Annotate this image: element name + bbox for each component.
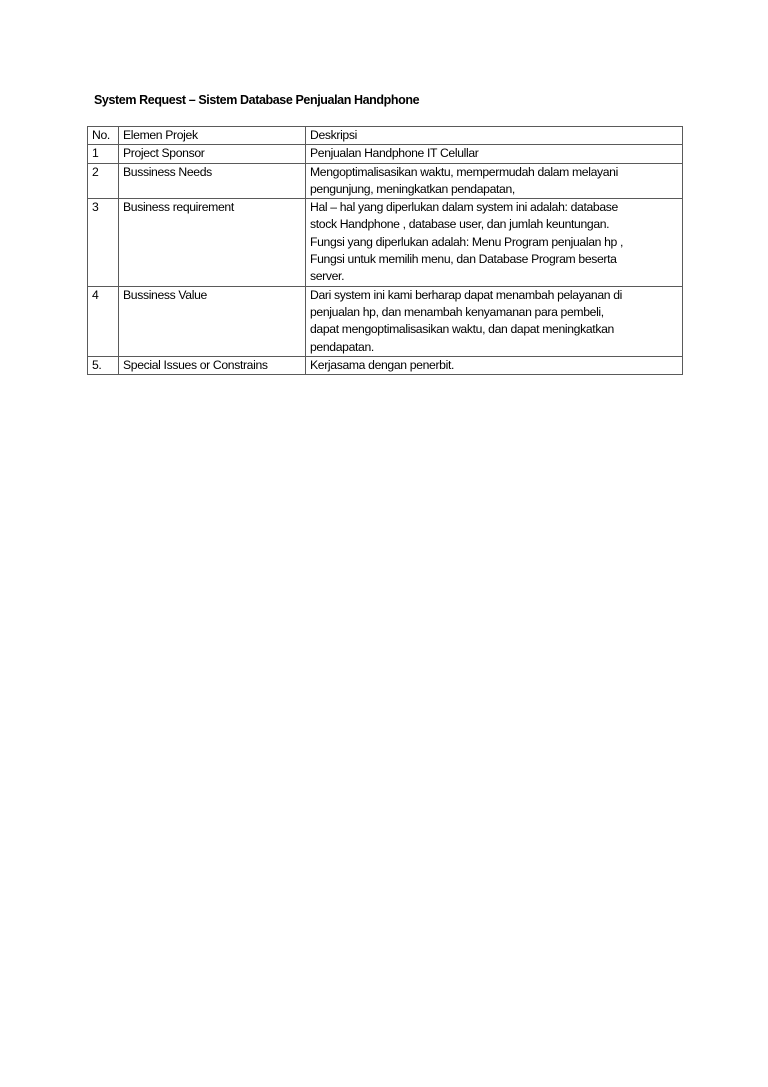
- description-line: Penjualan Handphone IT Celullar: [310, 146, 479, 161]
- description-line: dapat mengoptimalisasikan waktu, dan dapat meningkatkan: [310, 322, 614, 337]
- table-row: [88, 163, 683, 199]
- description-line: pendapatan.: [310, 339, 374, 354]
- table-header-row: [88, 127, 683, 145]
- description-line: stock Handphone , database user, dan jumlah keuntungan.: [310, 217, 610, 232]
- row-description: [306, 356, 683, 374]
- table-row: [88, 356, 683, 374]
- row-element: Bussiness Needs: [119, 163, 306, 199]
- row-element: Special Issues or Constrains: [119, 356, 306, 374]
- header-elemen-projek: Elemen Projek: [119, 127, 306, 145]
- description-line: Fungsi yang diperlukan adalah: Menu Program penjualan hp ,: [310, 234, 624, 249]
- header-deskripsi: Deskripsi: [306, 127, 683, 145]
- row-number: 3: [88, 199, 119, 286]
- table-row: [88, 286, 683, 356]
- row-description: [306, 199, 683, 286]
- description-line: Mengoptimalisasikan waktu, mempermudah dalam melayani: [310, 164, 618, 179]
- row-number: 1: [88, 145, 119, 163]
- row-number: 5.: [88, 356, 119, 374]
- document-title: System Request – Sistem Database Penjualan Handphone: [94, 93, 420, 107]
- description-line: Dari system ini kami berharap dapat menambah pelayanan di: [310, 287, 622, 302]
- row-description: [306, 286, 683, 356]
- description-line: Hal – hal yang diperlukan dalam system ini adalah: database: [310, 200, 618, 215]
- row-description: [306, 145, 683, 163]
- description-line: Fungsi untuk memilih menu, dan Database Program beserta: [310, 252, 617, 267]
- row-element: Bussiness Value: [119, 286, 306, 356]
- row-description: [306, 163, 683, 199]
- description-line: Kerjasama dengan penerbit.: [310, 357, 455, 372]
- description-line: penjualan hp, dan menambah kenyamanan para pembeli,: [310, 304, 604, 319]
- table-row: [88, 199, 683, 286]
- row-element: Business requirement: [119, 199, 306, 286]
- system-request-table: [87, 126, 683, 375]
- row-number: 4: [88, 286, 119, 356]
- table-row: [88, 145, 683, 163]
- row-number: 2: [88, 163, 119, 199]
- row-element: Project Sponsor: [119, 145, 306, 163]
- header-no: No.: [88, 127, 119, 145]
- description-line: server.: [310, 269, 345, 284]
- description-line: pengunjung, meningkatkan pendapatan,: [310, 181, 515, 196]
